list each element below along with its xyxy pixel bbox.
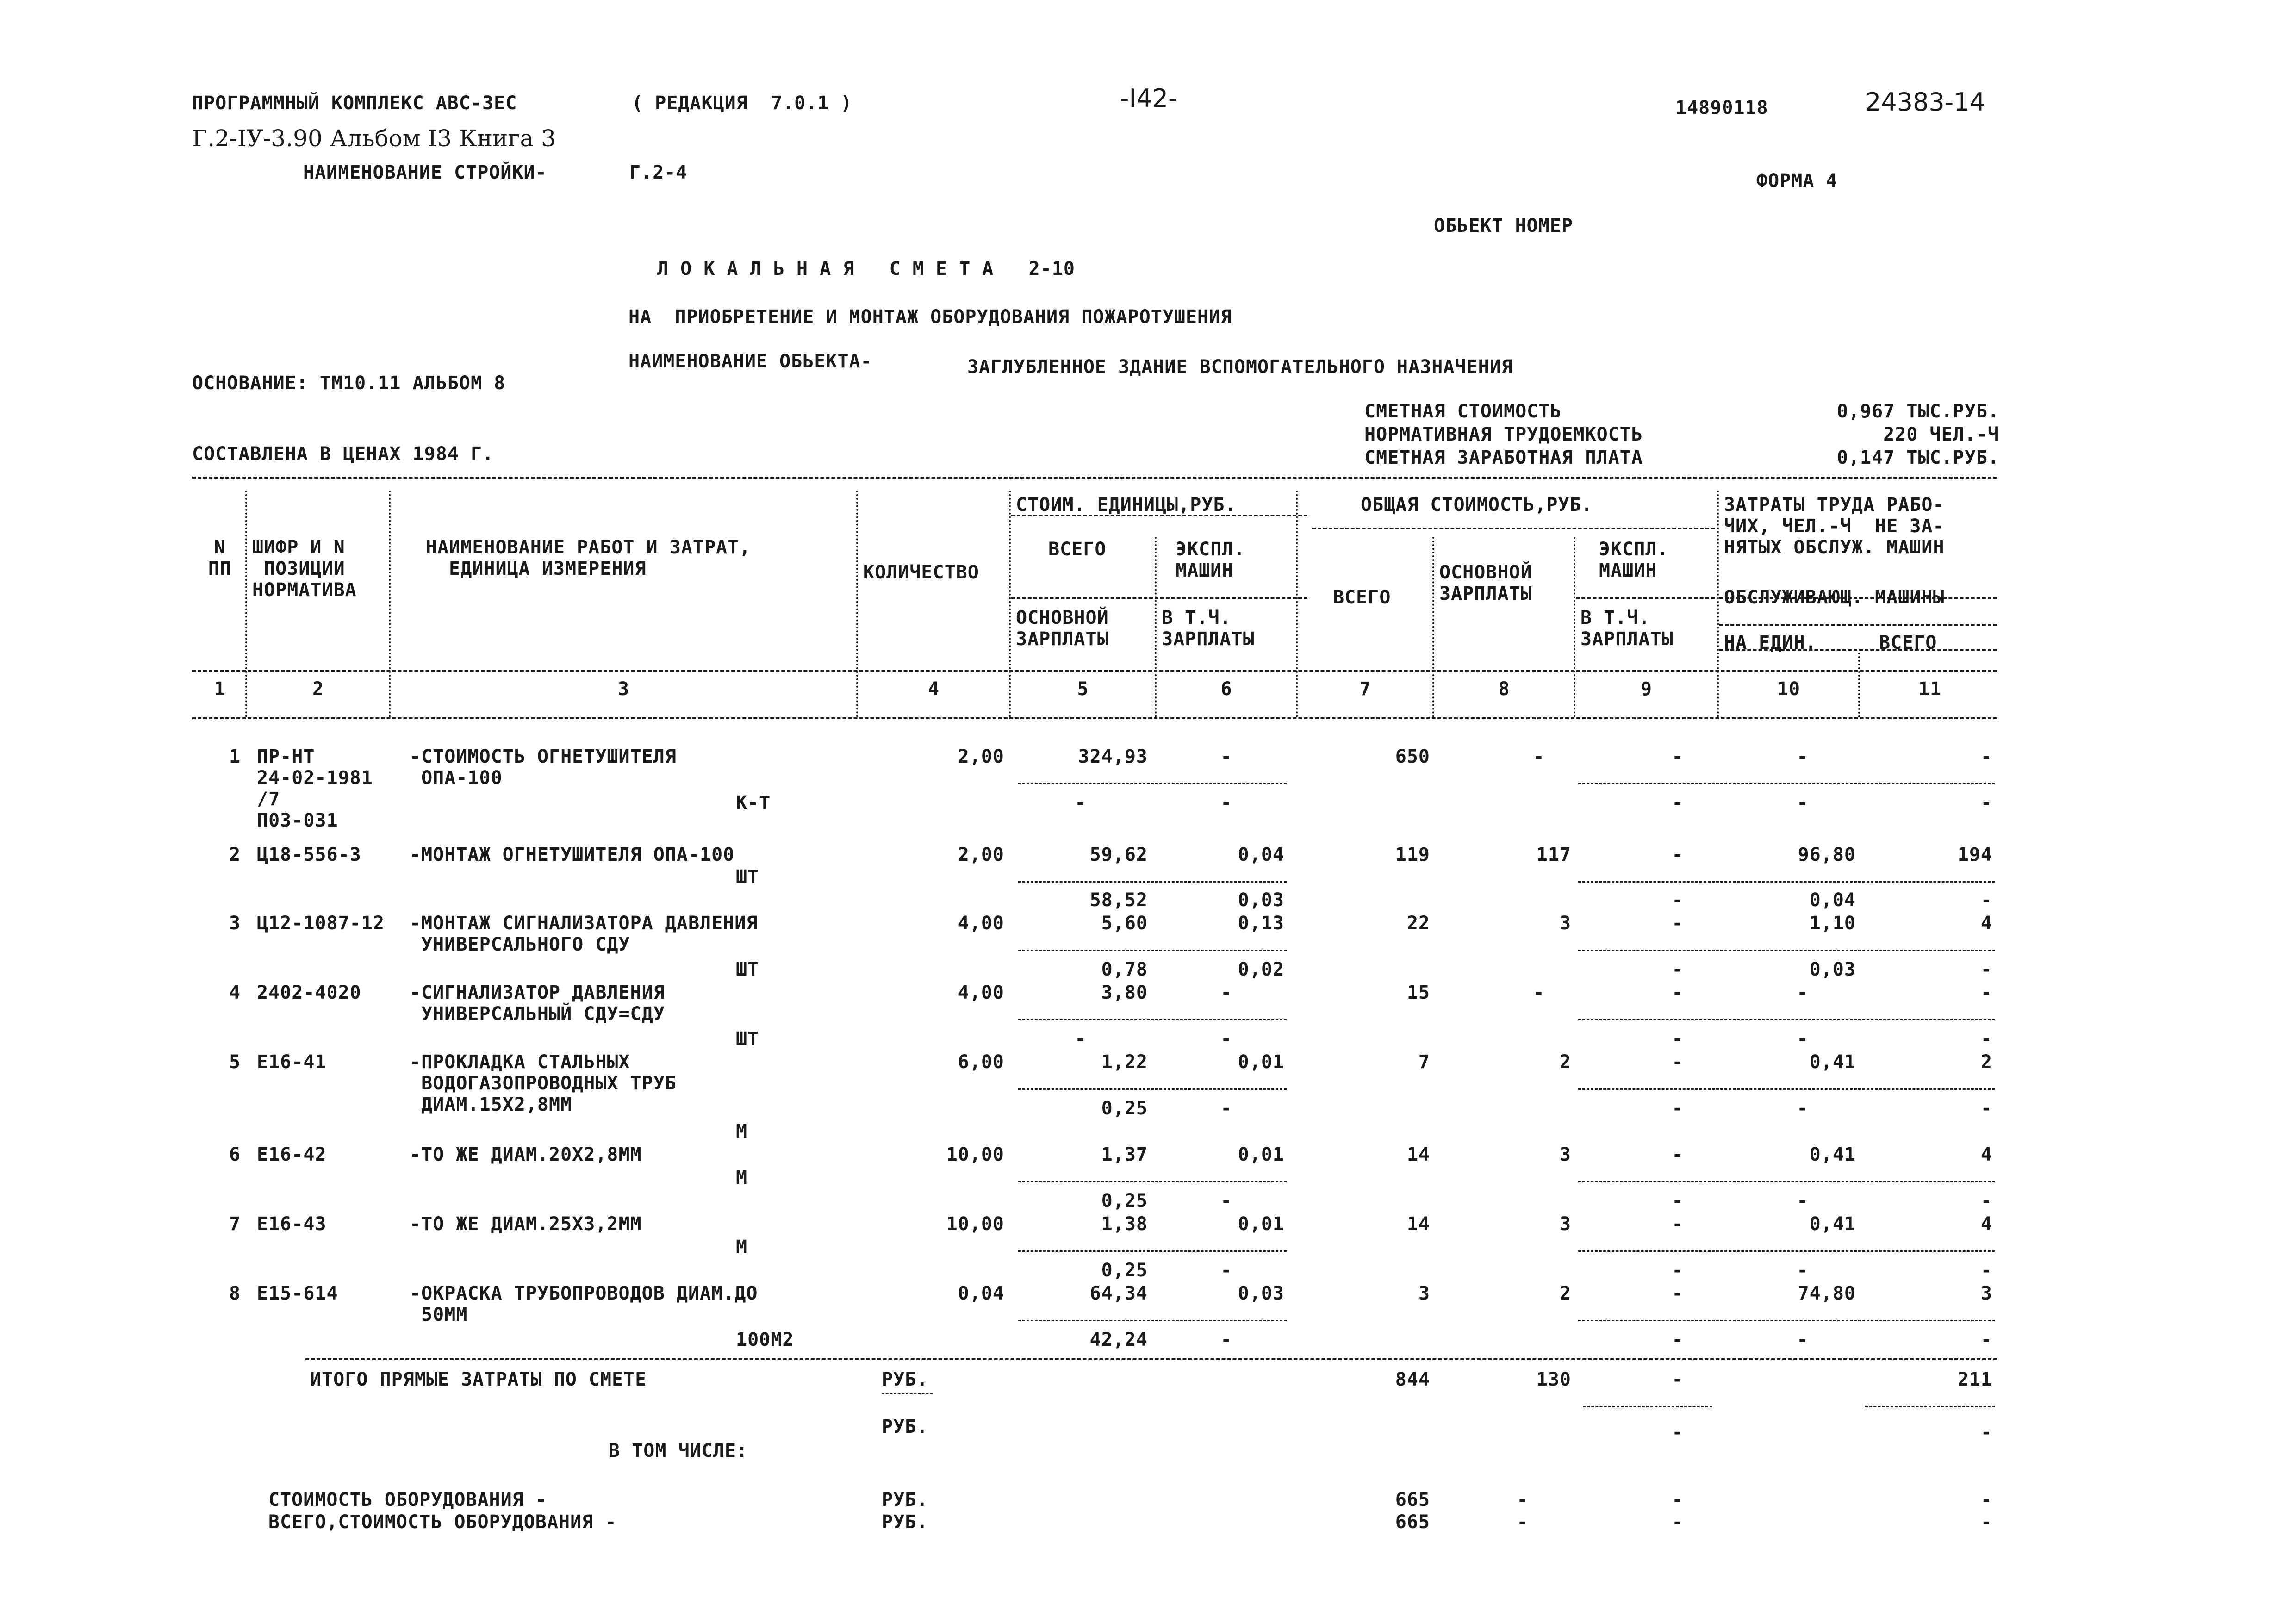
- row-total-incl: -: [1672, 792, 1684, 814]
- row-total-wage: -: [1533, 982, 1545, 1003]
- sub-rule: [1578, 1181, 1995, 1182]
- row-total-mach: -: [1672, 982, 1684, 1003]
- row-unit-mach: -: [1220, 982, 1232, 1003]
- row-code: Ц18-556-3: [257, 844, 361, 865]
- col-header-tc-wages: ОСНОВНОЙ ЗАРПЛАТЫ: [1439, 562, 1532, 604]
- sub-rule: [1583, 1406, 1712, 1407]
- col-header-uc-machines: ЭКСПЛ. МАШИН: [1176, 539, 1245, 581]
- header-sub-rule: [1576, 597, 1715, 599]
- row-unit-incl: -: [1220, 1260, 1232, 1281]
- row-unit-incl: -: [1220, 1028, 1232, 1050]
- row-total-incl: -: [1672, 1260, 1684, 1281]
- row-name: -СТОИМОСТЬ ОГНЕТУШИТЕЛЯ ОПА-100: [410, 746, 677, 789]
- sub-rule: [1018, 1019, 1287, 1020]
- col-divider: [1296, 491, 1298, 717]
- row-labor-unit2: -: [1797, 1028, 1809, 1050]
- row-number: 2: [229, 844, 241, 865]
- row-total-incl: -: [1672, 1098, 1684, 1119]
- row-labor-all: -: [1980, 746, 1992, 767]
- row-labor-all: 4: [1980, 1213, 1992, 1235]
- row-unit: К-Т: [736, 792, 771, 814]
- row-code: Е16-43: [257, 1213, 327, 1235]
- object-name-label: НАИМЕНОВАНИЕ ОБЬЕКТА-: [628, 351, 872, 372]
- col-header-code: ШИФР И N ПОЗИЦИИ НОРМАТИВА: [252, 537, 357, 601]
- col-number: 8: [1498, 678, 1510, 700]
- row-unit-wage: 0,25: [1101, 1098, 1148, 1119]
- row-name: -ТО ЖЕ ДИАМ.25Х3,2ММ: [410, 1213, 642, 1235]
- direct-costs-wage: 130: [1536, 1369, 1571, 1390]
- col-number: 1: [214, 678, 226, 700]
- col-divider: [1858, 653, 1860, 717]
- equipment-cost-unit: РУБ.: [882, 1489, 928, 1511]
- row-labor-all2: -: [1980, 1260, 1992, 1281]
- row-number: 3: [229, 913, 241, 934]
- price-basis: СОСТАВЛЕНА В ЦЕНАХ 1984 Г.: [192, 443, 494, 465]
- equipment-total-unit: РУБ.: [882, 1511, 928, 1533]
- row-labor-all: 4: [1980, 1144, 1992, 1165]
- sub-rule: [1018, 1250, 1287, 1252]
- summary-label: НОРМАТИВНАЯ ТРУДОЕМКОСТЬ: [1364, 424, 1643, 445]
- row-unit-wage: 42,24: [1089, 1329, 1148, 1350]
- col-number: 3: [617, 678, 630, 700]
- row-unit-mach: 0,01: [1238, 1144, 1284, 1165]
- row-name: -МОНТАЖ СИГНАЛИЗАТОРА ДАВЛЕНИЯ УНИВЕРСАЛЬНОГО СДУ: [410, 913, 758, 955]
- row-total-mach: -: [1672, 1144, 1684, 1165]
- row-total-incl: -: [1672, 1329, 1684, 1350]
- row-total-wage: 3: [1559, 913, 1571, 934]
- row-total: 14: [1406, 1213, 1430, 1235]
- row-unit: ШТ: [736, 959, 759, 980]
- row-labor-unit2: -: [1797, 792, 1809, 814]
- row-qty: 6,00: [958, 1051, 1004, 1073]
- sub-rule: [1018, 1088, 1287, 1090]
- sub-rule: [1018, 1320, 1287, 1321]
- row-labor-all: 3: [1980, 1283, 1992, 1304]
- sub-rule: [1018, 783, 1287, 784]
- row-labor-unit: 1,10: [1809, 913, 1856, 934]
- row-name: -МОНТАЖ ОГНЕТУШИТЕЛЯ ОПА-100: [410, 844, 735, 865]
- col-number: 2: [312, 678, 324, 700]
- row-unit-wage: 0,25: [1101, 1190, 1148, 1212]
- totals-rule: [305, 1358, 1997, 1360]
- row-total: 7: [1418, 1051, 1430, 1073]
- row-labor-all: -: [1980, 982, 1992, 1003]
- row-name: -ОКРАСКА ТРУБОПРОВОДОВ ДИАМ.ДО 50ММ: [410, 1283, 758, 1325]
- row-number: 6: [229, 1144, 241, 1165]
- row-total-wage: 3: [1559, 1213, 1571, 1235]
- row-total-wage: -: [1533, 746, 1545, 767]
- equipment-total-labor: -: [1980, 1511, 1992, 1533]
- sub-rule: [1578, 881, 1995, 883]
- col-divider: [1155, 537, 1157, 717]
- sub-rule: [1018, 1181, 1287, 1182]
- row-unit-total: 64,34: [1089, 1283, 1148, 1304]
- row-unit-total: 1,22: [1101, 1051, 1148, 1073]
- row-unit-incl: -: [1220, 1190, 1232, 1212]
- object-number-label: ОБЬЕКТ НОМЕР: [1434, 215, 1573, 236]
- col-header-all: ВСЕГО: [1879, 632, 1937, 653]
- sub-rule: [1018, 881, 1287, 883]
- construction-value: Г.2-4: [629, 162, 688, 183]
- row-unit-total: 324,93: [1078, 746, 1148, 767]
- row-labor-all: 194: [1957, 844, 1992, 865]
- row-labor-all2: -: [1980, 1190, 1992, 1212]
- col-divider: [856, 491, 858, 717]
- sub-rule: [1578, 1088, 1995, 1090]
- equipment-total-total: 665: [1395, 1511, 1430, 1533]
- row-unit-mach: 0,13: [1238, 913, 1284, 934]
- col-divider: [1432, 537, 1434, 717]
- row-unit-total: 5,60: [1101, 913, 1148, 934]
- row-total: 3: [1418, 1283, 1430, 1304]
- row-unit: 100М2: [736, 1329, 794, 1350]
- row-unit: ШТ: [736, 866, 759, 888]
- handwritten-number: 24383-14: [1865, 87, 1985, 117]
- col-number: 4: [927, 678, 940, 700]
- summary-label: СМЕТНАЯ СТОИМОСТЬ: [1364, 401, 1562, 422]
- header-sub-rule: [1011, 597, 1307, 599]
- incl-labor: -: [1980, 1422, 1992, 1443]
- sub-rule: [1865, 1406, 1995, 1407]
- page-number: -I42-: [1120, 84, 1177, 113]
- row-unit-wage: 0,25: [1101, 1260, 1148, 1281]
- col-header-n: N ПП: [208, 537, 232, 579]
- row-labor-unit2: 0,03: [1809, 959, 1856, 980]
- object-name-value: ЗАГЛУБЛЕННОЕ ЗДАНИЕ ВСПОМОГАТЕЛЬНОГО НАЗНАЧЕНИЯ: [967, 356, 1513, 378]
- row-total-mach: -: [1672, 746, 1684, 767]
- row-labor-unit: 0,41: [1809, 1051, 1856, 1073]
- row-total-mach: -: [1672, 1283, 1684, 1304]
- row-labor-unit2: -: [1797, 1329, 1809, 1350]
- col-header-tc-total: ВСЕГО: [1333, 587, 1391, 608]
- summary-value: 220 ЧЕЛ.-Ч: [1883, 424, 1999, 445]
- row-qty: 10,00: [946, 1144, 1004, 1165]
- row-unit-incl: 0,02: [1238, 959, 1284, 980]
- col-divider: [1717, 491, 1719, 717]
- row-number: 7: [229, 1213, 241, 1235]
- row-code: Ц12-1087-12: [257, 913, 385, 934]
- row-qty: 2,00: [958, 844, 1004, 865]
- row-unit-mach: 0,03: [1238, 1283, 1284, 1304]
- numbers-bottom-rule: [192, 717, 1997, 719]
- form-label: ФОРМА 4: [1756, 170, 1838, 192]
- row-unit: ШТ: [736, 1028, 759, 1050]
- row-qty: 0,04: [958, 1283, 1004, 1304]
- sub-rule: [882, 1393, 933, 1394]
- row-total-incl: -: [1672, 959, 1684, 980]
- row-labor-all2: -: [1980, 1098, 1992, 1119]
- equipment-cost-wage: -: [1517, 1489, 1529, 1511]
- incl-mach: -: [1672, 1422, 1684, 1443]
- direct-costs-mach: -: [1672, 1369, 1684, 1390]
- row-unit-wage: -: [1075, 792, 1087, 814]
- row-labor-all2: -: [1980, 959, 1992, 980]
- basis: ОСНОВАНИЕ: ТМ10.11 АЛЬБОМ 8: [192, 373, 506, 394]
- album-reference: Г.2-IУ-3.90 Альбом I3 Книга 3: [192, 125, 556, 152]
- equipment-cost-label: СТОИМОСТЬ ОБОРУДОВАНИЯ -: [268, 1489, 547, 1511]
- col-header-unit-cost: СТОИМ. ЕДИНИЦЫ,РУБ.: [1016, 494, 1237, 516]
- row-unit-total: 59,62: [1089, 844, 1148, 865]
- row-labor-unit2: -: [1797, 1098, 1809, 1119]
- col-header-per-unit: НА ЕДИН.: [1724, 632, 1817, 653]
- sub-rule: [1018, 950, 1287, 951]
- row-unit-wage: 0,78: [1101, 959, 1148, 980]
- row-total: 14: [1406, 1144, 1430, 1165]
- row-total-mach: -: [1672, 913, 1684, 934]
- row-total-mach: -: [1672, 844, 1684, 865]
- row-qty: 4,00: [958, 913, 1004, 934]
- row-total: 22: [1406, 913, 1430, 934]
- row-name: -ТО ЖЕ ДИАМ.20Х2,8ММ: [410, 1144, 642, 1165]
- summary-value: 0,147 ТЫС.РУБ.: [1836, 447, 1999, 468]
- equipment-cost-mach: -: [1672, 1489, 1684, 1511]
- row-total-wage: 2: [1559, 1283, 1571, 1304]
- col-header-labor-serv: ОБСЛУЖИВАЮЩ. МАШИНЫ: [1724, 587, 1945, 608]
- row-name: -СИГНАЛИЗАТОР ДАВЛЕНИЯ УНИВЕРСАЛЬНЫЙ СДУ=СДУ: [410, 982, 665, 1025]
- row-labor-unit: 74,80: [1798, 1283, 1856, 1304]
- row-unit-total: 1,37: [1101, 1144, 1148, 1165]
- col-divider: [245, 491, 247, 717]
- row-number: 4: [229, 982, 241, 1003]
- header-sub-rule: [1312, 528, 1715, 529]
- row-labor-unit: 0,41: [1809, 1144, 1856, 1165]
- doc-code: 14890118: [1675, 97, 1768, 118]
- direct-costs-total: 844: [1395, 1369, 1430, 1390]
- col-header-tc-machines: ЭКСПЛ. МАШИН: [1599, 539, 1669, 581]
- sub-rule: [1578, 1019, 1995, 1020]
- row-unit-mach: 0,04: [1238, 844, 1284, 865]
- program-name: ПРОГРАММНЫЙ КОМПЛЕКС АВС-3ЕС: [192, 93, 517, 114]
- col-header-uc-wages: ОСНОВНОЙ ЗАРПЛАТЫ: [1016, 607, 1109, 650]
- col-header-qty: КОЛИЧЕСТВО: [863, 562, 979, 583]
- row-labor-all: 4: [1980, 913, 1992, 934]
- row-total-incl: -: [1672, 1028, 1684, 1050]
- row-qty: 4,00: [958, 982, 1004, 1003]
- summary-label: СМЕТНАЯ ЗАРАБОТНАЯ ПЛАТА: [1364, 447, 1643, 468]
- equipment-total-label: ВСЕГО,СТОИМОСТЬ ОБОРУДОВАНИЯ -: [268, 1511, 617, 1533]
- row-total-wage: 117: [1536, 844, 1571, 865]
- col-header-name: НАИМЕНОВАНИЕ РАБОТ И ЗАТРАТ, ЕДИНИЦА ИЗМЕРЕНИЯ: [426, 537, 751, 579]
- row-labor-all2: -: [1980, 1329, 1992, 1350]
- row-unit-mach: 0,01: [1238, 1213, 1284, 1235]
- row-code: Е15-614: [257, 1283, 338, 1304]
- equipment-cost-total: 665: [1395, 1489, 1430, 1511]
- direct-costs-unit: РУБ.: [882, 1369, 928, 1390]
- row-number: 5: [229, 1051, 241, 1073]
- row-unit: М: [736, 1167, 748, 1188]
- row-qty: 10,00: [946, 1213, 1004, 1235]
- direct-costs-label: ИТОГО ПРЯМЫЕ ЗАТРАТЫ ПО СМЕТЕ: [310, 1369, 647, 1390]
- equipment-total-mach: -: [1672, 1511, 1684, 1533]
- col-number: 7: [1359, 678, 1371, 700]
- row-unit-incl: -: [1220, 1098, 1232, 1119]
- row-code: Е16-41: [257, 1051, 327, 1073]
- row-total-mach: -: [1672, 1051, 1684, 1073]
- header-bottom-rule: [192, 670, 1997, 672]
- row-labor-all2: -: [1980, 792, 1992, 814]
- table-top-rule: [192, 477, 1997, 479]
- row-total-wage: 2: [1559, 1051, 1571, 1073]
- row-unit: М: [736, 1237, 748, 1258]
- header-sub-rule: [1719, 624, 1997, 626]
- col-header-labor: ЗАТРАТЫ ТРУДА РАБО- ЧИХ, ЧЕЛ.-Ч НЕ ЗА- НЯТЫХ ОБСЛУЖ. МАШИН: [1724, 494, 1945, 558]
- row-unit-incl: 0,03: [1238, 889, 1284, 911]
- sub-rule: [1578, 783, 1995, 784]
- col-header-uc-incl: В Т.Ч. ЗАРПЛАТЫ: [1162, 607, 1255, 650]
- row-total-incl: -: [1672, 1190, 1684, 1212]
- row-unit-wage: 58,52: [1089, 889, 1148, 911]
- row-total-mach: -: [1672, 1213, 1684, 1235]
- row-qty: 2,00: [958, 746, 1004, 767]
- row-unit-mach: -: [1220, 746, 1232, 767]
- row-unit: М: [736, 1121, 748, 1142]
- row-total: 15: [1406, 982, 1430, 1003]
- row-labor-all2: -: [1980, 1028, 1992, 1050]
- row-unit-total: 3,80: [1101, 982, 1148, 1003]
- col-header-uc-total: ВСЕГО: [1048, 539, 1107, 560]
- col-header-total-cost: ОБЩАЯ СТОИМОСТЬ,РУБ.: [1361, 494, 1593, 516]
- row-labor-unit: -: [1797, 982, 1809, 1003]
- equipment-cost-labor: -: [1980, 1489, 1992, 1511]
- row-unit-mach: 0,01: [1238, 1051, 1284, 1073]
- row-total: 650: [1395, 746, 1430, 767]
- row-labor-unit: 0,41: [1809, 1213, 1856, 1235]
- row-code: ПР-НТ 24-02-1981 /7 П03-031: [257, 746, 373, 831]
- construction-label: НАИМЕНОВАНИЕ СТРОЙКИ-: [303, 162, 547, 183]
- row-labor-unit: 96,80: [1798, 844, 1856, 865]
- col-number: 9: [1640, 678, 1653, 700]
- estimate-title: Л О К А Л Ь Н А Я С М Е Т А 2-10: [657, 258, 1075, 280]
- row-labor-unit: -: [1797, 746, 1809, 767]
- including-label: В ТОМ ЧИСЛЕ:: [609, 1440, 748, 1461]
- row-total-wage: 3: [1559, 1144, 1571, 1165]
- col-number: 6: [1220, 678, 1232, 700]
- sub-rule: [1578, 1250, 1995, 1252]
- col-divider: [1574, 537, 1575, 717]
- col-number: 10: [1777, 678, 1801, 700]
- program-edition: ( РЕДАКЦИЯ 7.0.1 ): [632, 93, 852, 114]
- row-labor-unit2: 0,04: [1809, 889, 1856, 911]
- row-unit-wage: -: [1075, 1028, 1087, 1050]
- row-labor-unit2: -: [1797, 1260, 1809, 1281]
- row-unit-incl: -: [1220, 1329, 1232, 1350]
- row-number: 8: [229, 1283, 241, 1304]
- row-labor-unit2: -: [1797, 1190, 1809, 1212]
- col-number: 5: [1077, 678, 1089, 700]
- col-divider: [389, 491, 391, 717]
- row-code: Е16-42: [257, 1144, 327, 1165]
- row-unit-incl: -: [1220, 792, 1232, 814]
- summary-value: 0,967 ТЫС.РУБ.: [1836, 401, 1999, 422]
- direct-costs-labor: 211: [1957, 1369, 1992, 1390]
- row-number: 1: [229, 746, 241, 767]
- col-divider: [1009, 491, 1011, 717]
- row-unit-total: 1,38: [1101, 1213, 1148, 1235]
- estimate-subject: НА ПРИОБРЕТЕНИЕ И МОНТАЖ ОБОРУДОВАНИЯ ПОЖАРОТУШЕНИЯ: [628, 306, 1232, 328]
- col-number: 11: [1918, 678, 1942, 700]
- sub-rule: [1578, 1320, 1995, 1321]
- row-total: 119: [1395, 844, 1430, 865]
- row-total-incl: -: [1672, 889, 1684, 911]
- row-labor-all2: -: [1980, 889, 1992, 911]
- row-code: 2402-4020: [257, 982, 361, 1003]
- col-header-tc-incl: В Т.Ч. ЗАРПЛАТЫ: [1580, 607, 1674, 650]
- row-name: -ПРОКЛАДКА СТАЛЬНЫХ ВОДОГАЗОПРОВОДНЫХ ТРУБ ДИАМ.15Х2,8ММ: [410, 1051, 677, 1115]
- equipment-total-wage: -: [1517, 1511, 1529, 1533]
- sub-rule: [1578, 950, 1995, 951]
- row-labor-all: 2: [1980, 1051, 1992, 1073]
- incl-unit: РУБ.: [882, 1416, 928, 1437]
